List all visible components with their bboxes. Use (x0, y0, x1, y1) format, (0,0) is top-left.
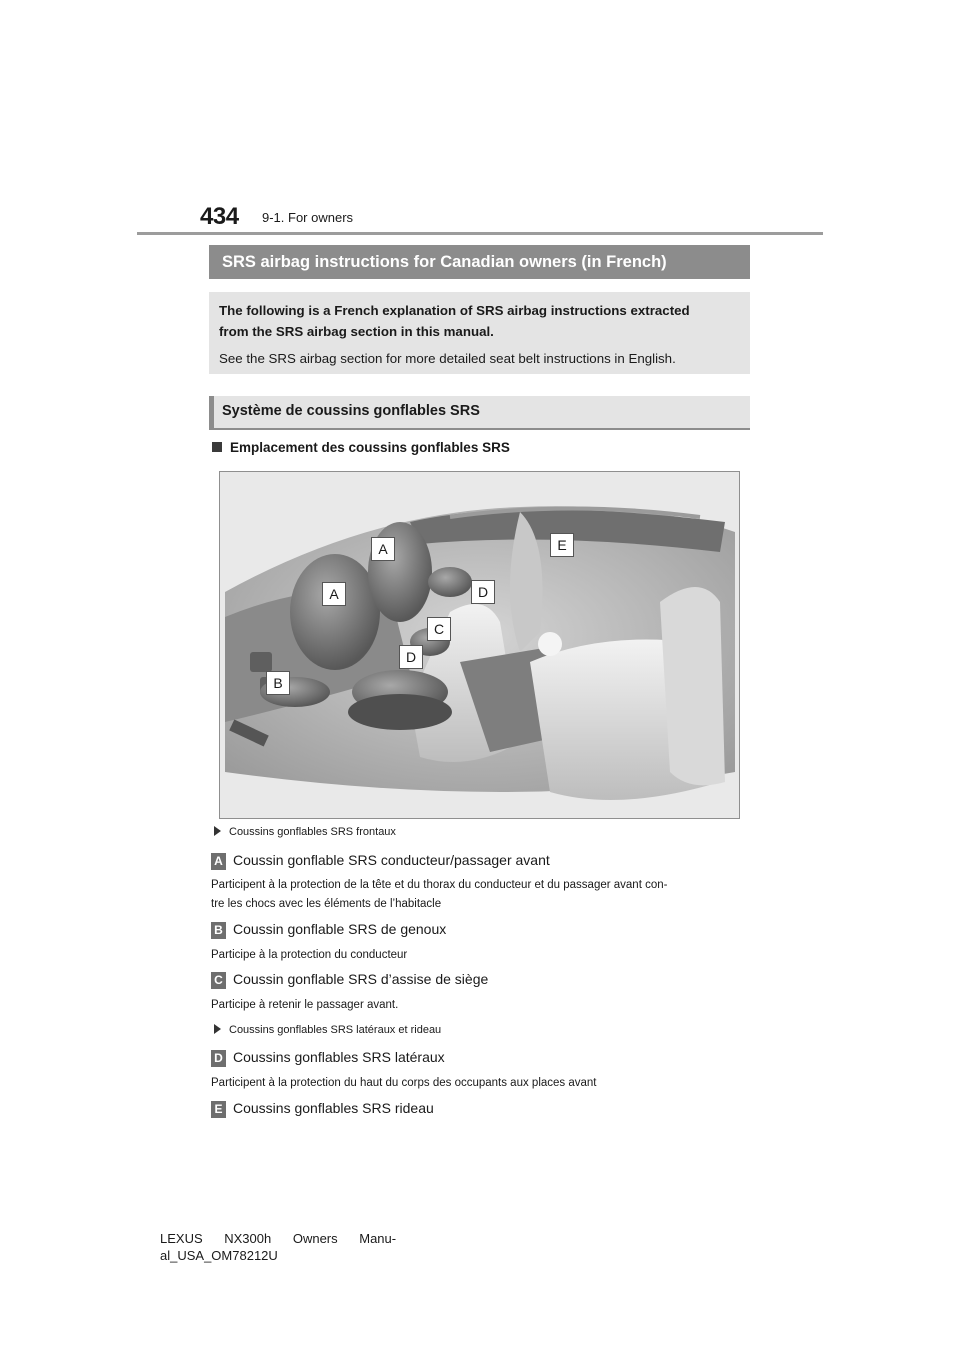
item-desc-d: Participent à la protection du haut du corps des occupants aux places avant (211, 1077, 597, 1089)
info-intro-line-a: The following is a French explanation of SRS airbag instructions extracted (219, 303, 690, 318)
figure-label-b: B (266, 671, 290, 695)
figure-label-e: E (550, 533, 574, 557)
item-title-b: Coussin gonflable SRS de genoux (233, 921, 447, 937)
square-bullet-icon (212, 442, 222, 452)
group-side-curtain-label (214, 1024, 441, 1036)
group-side-curtain-text: Coussins gonflables SRS latéraux et rideau (229, 1024, 442, 1036)
item-badge-c: C (211, 972, 226, 989)
figure-label-d-upper: D (471, 580, 495, 604)
item-title-e: Coussins gonflables SRS rideau (233, 1100, 434, 1116)
footer (160, 1230, 460, 1264)
item-badge-b: B (211, 922, 226, 939)
item-badge-e: E (211, 1101, 226, 1118)
figure-label-d-lower: D (399, 645, 423, 669)
bullet-heading-text: Emplacement des coussins gonflables SRS (230, 440, 510, 455)
info-intro-line-b: from the SRS airbag section in this manual. (219, 324, 494, 339)
group-frontal-text: Coussins gonflables SRS frontaux (229, 826, 396, 838)
item-desc-c: Participe à retenir le passager avant. (211, 999, 399, 1011)
info-note: See the SRS airbag section for more detailed seat belt instructions in English. (219, 351, 676, 366)
group-frontal-label (214, 826, 396, 838)
item-badge-d: D (211, 1050, 226, 1067)
figure-label-a-upper: A (371, 537, 395, 561)
bullet-heading (212, 440, 510, 455)
subsection-heading: Système de coussins gonflables SRS (209, 396, 750, 430)
item-badge-a: A (211, 853, 226, 870)
triangle-bullet-icon (214, 826, 221, 836)
item-desc-a (211, 876, 667, 914)
triangle-bullet-icon (214, 1024, 221, 1034)
item-desc-a-line2: tre les chocs avec les éléments de l’habitacle (211, 898, 442, 910)
item-title-c: Coussin gonflable SRS d’assise de siège (233, 971, 489, 987)
footer-line2: al_USA_OM78212U (160, 1248, 278, 1263)
footer-line1: LEXUS NX300h Owners Manu- (160, 1231, 397, 1246)
info-intro (219, 300, 740, 342)
section-label: 9-1. For owners (262, 210, 354, 225)
figure-label-a-lower: A (322, 582, 346, 606)
figure-label-c: C (427, 617, 451, 641)
info-box (209, 292, 750, 374)
item-desc-a-line1: Participent à la protection de la tête et du thorax du conducteur et du passager avant con- (211, 879, 668, 891)
item-title-a: Coussin gonflable SRS conducteur/passager avant (233, 852, 550, 868)
section-banner: SRS airbag instructions for Canadian owners (in French) (209, 245, 750, 279)
airbag-illustration (219, 471, 740, 819)
item-title-d: Coussins gonflables SRS latéraux (233, 1049, 445, 1065)
page-number: 434 (200, 203, 239, 230)
header-rule (137, 232, 823, 235)
item-desc-b: Participe à la protection du conducteur (211, 949, 408, 961)
